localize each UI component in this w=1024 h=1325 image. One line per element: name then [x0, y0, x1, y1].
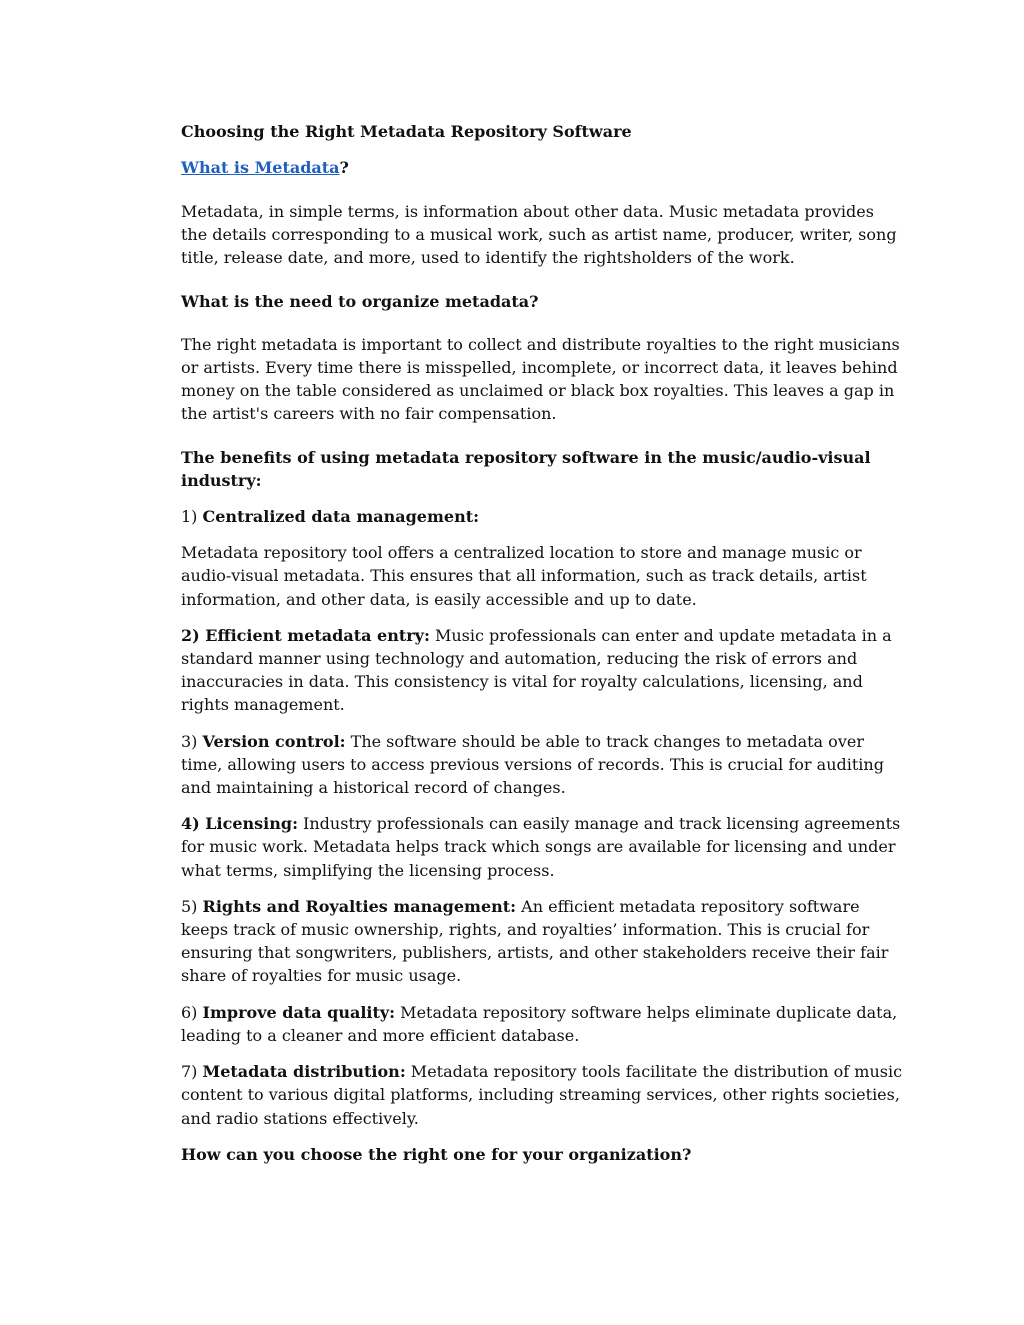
- question-mark: ?: [339, 158, 349, 177]
- paragraph-metadata-definition: Metadata, in simple terms, is information about other data. Music metadata provides the details corresponding to a musical work, such as artist name, producer, writer, song title, release date, and more, used to identify the rightsholders of the work.: [181, 202, 897, 268]
- section-heading-what-is-metadata: [181, 156, 905, 179]
- item-title: Improve data quality:: [202, 1002, 396, 1022]
- section-heading-organize-metadata: What is the need to organize metadata?: [181, 291, 539, 311]
- item-body: Industry professionals can easily manage and track licensing agreements for music work. Metadata helps track which songs are available for licensing and under what terms, simplifying the licensing process.: [181, 814, 901, 880]
- list-item-licensing: [181, 812, 905, 882]
- item-title: Rights and Royalties management:: [202, 896, 517, 916]
- item-body: Metadata repository tools facilitate the distribution of music content to various digital platforms, including streaming services, other rights societies, and radio stations effectively.: [181, 1062, 903, 1128]
- list-item-data-quality: [181, 1001, 905, 1047]
- document-page: [181, 120, 905, 1179]
- item-number: 3): [181, 731, 203, 751]
- item-title: 2) Efficient metadata entry:: [181, 625, 430, 645]
- item-body: Metadata repository software helps eliminate duplicate data, leading to a cleaner and more efficient database.: [181, 1002, 898, 1045]
- paragraph-organize-metadata: The right metadata is important to collect and distribute royalties to the right musicians or artists. Every time there is misspelled, incomplete, or incorrect data, it leaves behind money on the table considered as unclaimed or black box royalties. This leaves a gap in the artist's careers with no fair compensation.: [181, 334, 900, 424]
- item-body: Music professionals can enter and update metadata in a standard manner using technology and automation, reducing the risk of errors and inaccuracies in data. This consistency is vital for royalty calculations, licensing, and rights management.: [181, 625, 892, 715]
- list-item-rights-royalties: [181, 895, 905, 988]
- section-heading-choose-right-one: How can you choose the right one for your organization?: [181, 1144, 692, 1164]
- item-title: 4) Licensing:: [181, 814, 298, 834]
- item-number: 5): [181, 896, 203, 916]
- item-body: The software should be able to track changes to metadata over time, allowing users to access previous versions of records. This is crucial for auditing and maintaining a historical record of changes.: [181, 731, 884, 798]
- list-item-distribution: [181, 1060, 905, 1130]
- section-heading-benefits: The benefits of using metadata repository software in the music/audio-visual industry:: [181, 447, 871, 490]
- item-title: Version control:: [202, 731, 346, 751]
- item-number: 7): [181, 1062, 203, 1082]
- item-title: Centralized data management:: [202, 507, 480, 527]
- list-item-version-control: [181, 730, 905, 800]
- list-item-centralized-body: Metadata repository tool offers a centralized location to store and manage music or audio-visual metadata. This ensures that all information, such as track details, artist information, and other data, is easily accessible and up to date.: [181, 543, 867, 609]
- document-title: Choosing the Right Metadata Repository Software: [181, 122, 632, 141]
- list-item-centralized-heading: [181, 505, 905, 528]
- item-number: 1): [181, 507, 203, 527]
- what-is-metadata-link[interactable]: What is Metadata: [181, 158, 340, 177]
- item-title: Metadata distribution:: [202, 1062, 406, 1082]
- item-body: An efficient metadata repository software keeps track of music ownership, rights, and royalties’ information. This is crucial for ensuring that songwriters, publishers, artists, and other stakeholders receive their fair share of royalties for music usage.: [181, 896, 889, 986]
- item-number: 6): [181, 1002, 203, 1022]
- list-item-efficient-entry: [181, 624, 905, 717]
